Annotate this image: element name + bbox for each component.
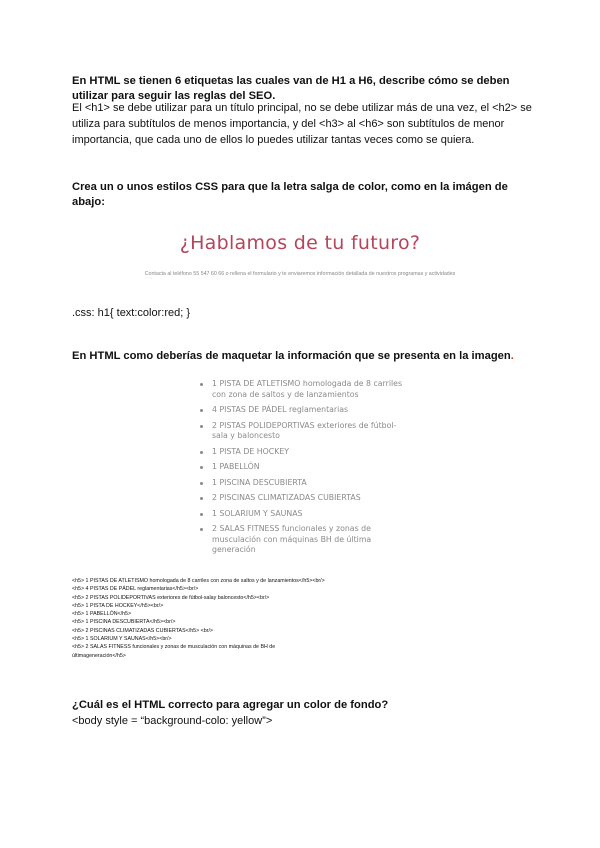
facilities-list [196,379,406,561]
bullet-icon [200,466,203,469]
embedded-image-title: ¿Hablamos de tu futuro? [179,232,421,254]
bullet-icon [200,528,203,531]
code-line: <h5> 1 PISTA DE HOCKEY</h5><br/> [72,602,164,609]
list-item: 2 SALAS FITNESS funcionales y zonas de musculación con máquinas BH de última generación [196,524,406,556]
embedded-image-subtitle: Contacta al teléfono 55 547 60 66 o rellena el formulario y te enviaremos información detallada de nuestros programas y actividades [144,271,456,277]
list-item: 1 PISCINA DESCUBIERTA [196,478,406,489]
list-item: 1 PISTA DE HOCKEY [196,447,406,458]
code-line: <h5> 1 PISCINA DESCUBIERTA</h5><br/> [72,619,176,626]
code-line: <h5> 1 SOLARIUM Y SAUNAS</h5><br/> [72,636,172,643]
code-answer [72,577,572,660]
list-item: 2 PISCINAS CLIMATIZADAS CUBIERTAS [196,493,406,504]
answer-seo-headings: El <h1> se debe utilizar para un título principal, no se debe utilizar más de una vez, el <h2> se utiliza para subtítulos de menos importancia, y del <h3> al <h6> son subtítulos de menor importancia, que cada uno de ellos lo puedes utilizar tantas veces como se quiera. [72,102,532,146]
code-line: <h5> 1 PABELLÓN</h5> [72,611,132,618]
list-item: 1 PISTA DE ATLETISMO homologada de 8 carriles con zona de saltos y de lanzamientos [196,379,406,400]
list-item: 2 PISTAS POLIDEPORTIVAS exteriores de fútbol-sala y baloncesto [196,421,406,442]
code-line: <h5> 4 PISTAS DE PÁDEL reglamentarias</h5><br/> [72,586,199,593]
code-line: <h5> 1 PISTAS DE ATLETISMO homologada de 8 carriles con zona de saltos y de lanzamientos</h5><br/> [72,578,325,584]
code-line: últimageneración</h5> [72,652,126,659]
bullet-icon [200,482,203,485]
answer-css-color: .css: h1{ text:color:red; } [72,307,191,319]
question-css-color: Crea un o unos estilos CSS para que la letra salga de color, como en la imágen de abajo: [72,181,508,208]
bullet-icon [200,409,203,412]
code-line: <h5> 2 SALAS FITNESS funcionales y zonas de musculación con máquinas de BH de [72,644,276,651]
bullet-icon [200,513,203,516]
bullet-icon [200,497,203,500]
list-item: 4 PISTAS DE PÁDEL reglamentarias [196,405,406,416]
code-line: <h5> 2 PISCINAS CLIMATIZADAS CUBIERTAS</h5> <br/> [72,627,214,634]
question-html-layout-period: . [510,350,514,362]
answer-background-color: <body style = “background-colo: yellow”> [72,715,273,727]
bullet-icon [200,425,203,428]
bullet-icon [200,451,203,454]
question-html-layout-text: En HTML como deberías de maquetar la información que se presenta en la imagen [72,350,511,362]
bullet-icon [200,383,203,386]
code-line: <h5> 2 PISTAS POLIDEPORTIVAS exteriores de fútbol-salay baloncesto</h5><br/> [72,594,270,601]
question-html-layout [72,349,542,364]
question-seo-headings: En HTML se tienen 6 etiquetas las cuales van de H1 a H6, describe cómo se deben utilizar para seguir las reglas del SEO. [72,75,510,102]
question-background-color: ¿Cuál es el HTML correcto para agregar un color de fondo? [72,699,389,711]
list-item: 1 SOLARIUM Y SAUNAS [196,509,406,520]
list-item: 1 PABELLÓN [196,462,406,473]
